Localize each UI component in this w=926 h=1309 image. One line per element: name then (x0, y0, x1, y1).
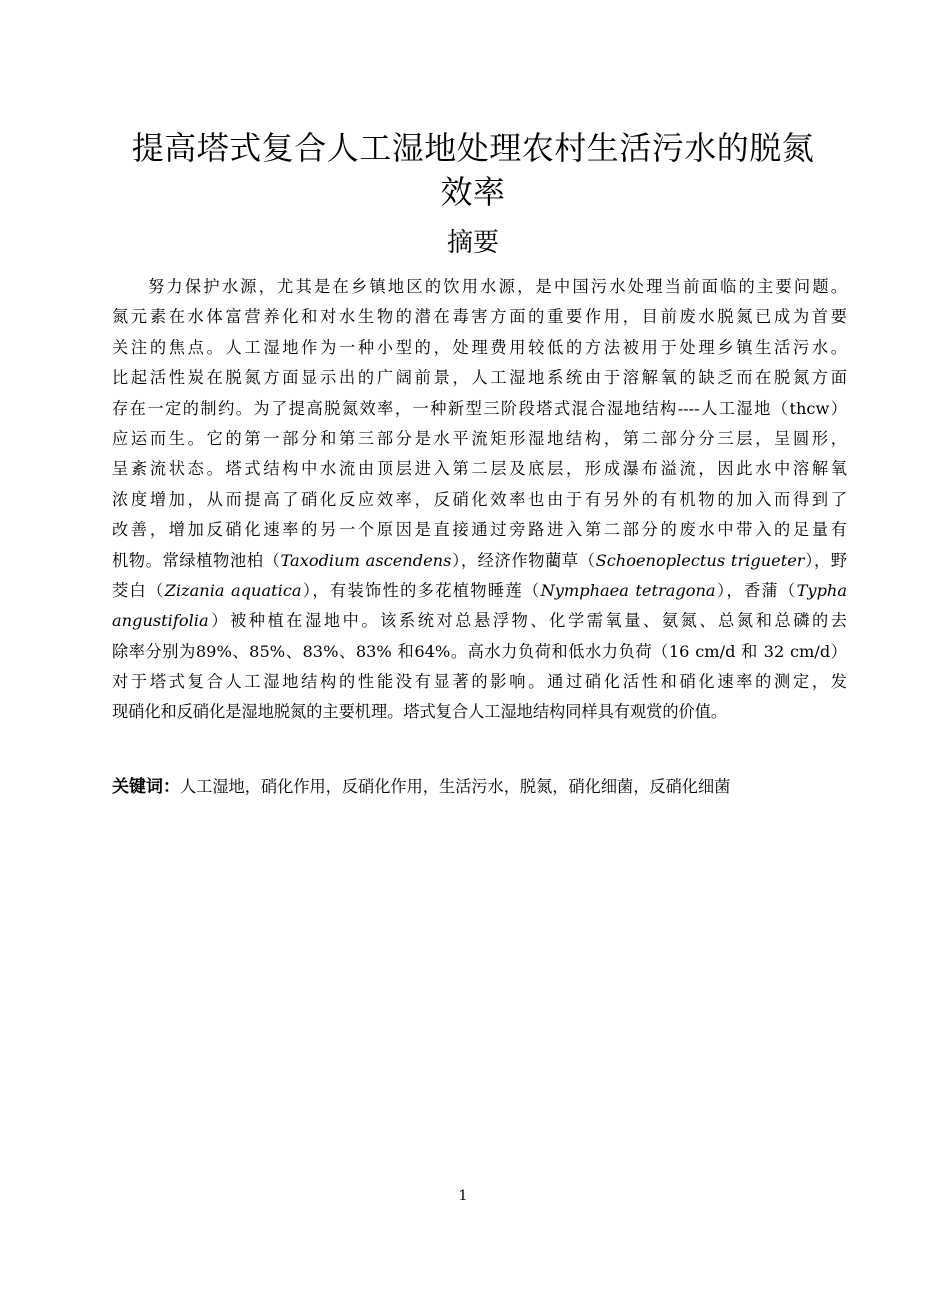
page-number: 1 (458, 1188, 468, 1204)
abstract-line (112, 546, 847, 576)
abstract-line (112, 667, 847, 697)
abstract-text: 应运而生。它的第一部分和第三部分是水平流矩形湿地结构，第二部分分三层，呈圆形， (112, 428, 847, 448)
keywords-text: 人工湿地，硝化作用，反硝化作用，生活污水，脱氮，硝化细菌，反硝化细菌 (180, 777, 731, 796)
abstract-line (112, 363, 847, 393)
abstract-text: ），有装饰性的多花植物睡莲（ (301, 580, 541, 600)
abstract-text: 呈紊流状态。塔式结构中水流由顶层进入第二层及底层，形成瀑布溢流，因此水中溶解氧 (112, 459, 847, 479)
abstract-line (112, 697, 847, 727)
title-line-2: 效率 (440, 173, 506, 211)
abstract-line (112, 606, 847, 636)
abstract-line (112, 302, 847, 332)
species-name: Typha (796, 580, 847, 600)
abstract-text: 存在一定的制约。为了提高脱氮效率，一种新型三阶段塔式混合湿地结构----人工湿地（thcw） (112, 398, 847, 418)
keywords-line (112, 772, 730, 802)
abstract-text: 除率分别为89%、85%、83%、83% 和64%。高水力负荷和低水力负荷（16 cm/d 和 32 cm/d） (112, 641, 847, 661)
abstract-text: 对于塔式复合人工湿地结构的性能没有显著的影响。通过硝化活性和硝化速率的测定，发 (112, 672, 847, 692)
abstract-text: 机物。常绿植物池柏（ (112, 550, 281, 570)
abstract-text: 关注的焦点。人工湿地作为一种小型的，处理费用较低的方法被用于处理乡镇生活污水。 (112, 337, 847, 357)
abstract-text: 改善，增加反硝化速率的另一个原因是直接通过旁路进入第二部分的废水中带入的足量有 (112, 520, 847, 540)
abstract-text: ），香蒲（ (715, 580, 797, 600)
abstract-text: ），野 (804, 550, 847, 570)
abstract-line (112, 515, 847, 545)
abstract-text: 氮元素在水体富营养化和对水生物的潜在毒害方面的重要作用，目前废水脱氮已成为首要 (112, 307, 847, 327)
document-title (108, 126, 838, 214)
species-name: angustifolia (112, 611, 209, 631)
species-name: Schoenoplectus trigueter (595, 550, 805, 570)
abstract-line (112, 394, 847, 424)
abstract-body (112, 272, 847, 728)
keywords-label: 关键词： (112, 777, 180, 797)
abstract-text: ）被种植在湿地中。该系统对总悬浮物、化学需氧量、氨氮、总氮和总磷的去 (208, 611, 847, 631)
species-name: Zizania aquatica (164, 580, 302, 600)
species-name: Nymphaea tetragona (540, 580, 716, 600)
abstract-line (112, 576, 847, 606)
abstract-heading: 摘要 (446, 228, 499, 258)
abstract-line (112, 333, 847, 363)
abstract-line (112, 485, 847, 515)
abstract-line (112, 272, 847, 302)
abstract-text: 现硝化和反硝化是湿地脱氮的主要机理。塔式复合人工湿地结构同样具有观赏的价值。 (112, 702, 728, 722)
abstract-text: 浓度增加，从而提高了硝化反应效率，反硝化效率也由于有另外的有机物的加入而得到了 (112, 489, 847, 509)
abstract-text: ），经济作物藺草（ (451, 550, 596, 570)
abstract-text: 茭白（ (112, 580, 165, 600)
abstract-text: 努力保护水源，尤其是在乡镇地区的饮用水源，是中国污水处理当前面临的主要问题。 (148, 277, 847, 296)
abstract-line (112, 454, 847, 484)
title-line-1: 提高塔式复合人工湿地处理农村生活污水的脱氮 (131, 129, 815, 167)
abstract-line (112, 424, 847, 454)
species-name: Taxodium ascendens (280, 550, 452, 570)
abstract-text: 比起活性炭在脱氮方面显示出的广阔前景，人工湿地系统由于溶解氧的缺乏而在脱氮方面 (112, 368, 847, 388)
abstract-line (112, 637, 847, 667)
